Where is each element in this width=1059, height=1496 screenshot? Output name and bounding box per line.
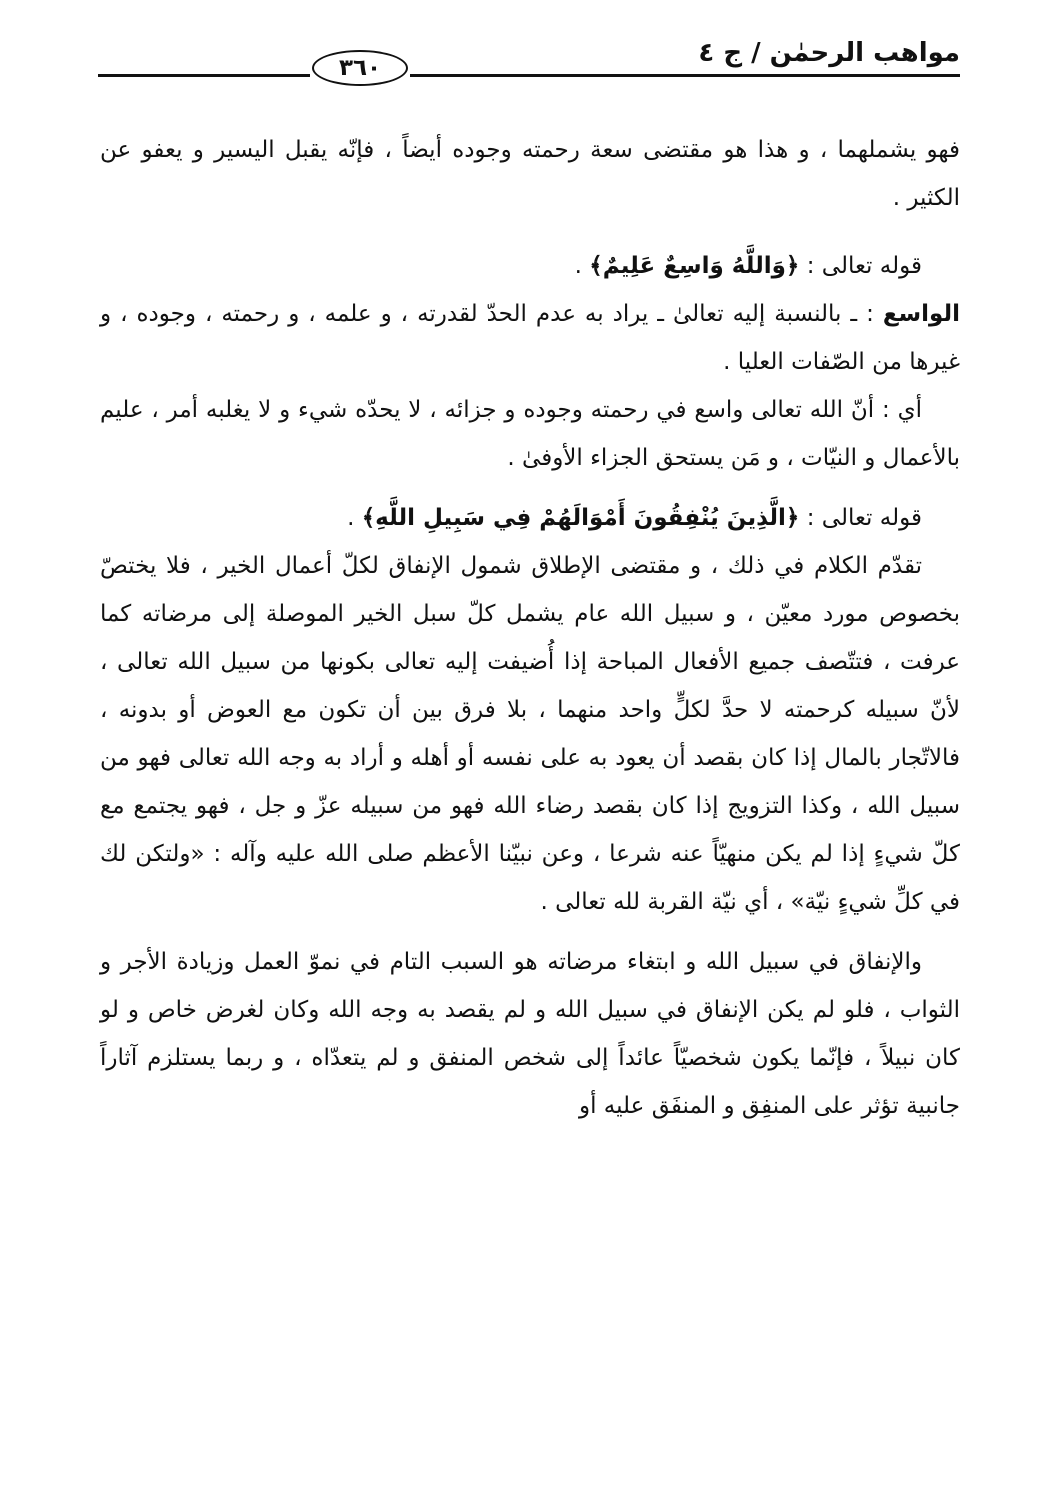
verse-end: . <box>574 253 590 279</box>
paragraph-spending: والإنفاق في سبيل الله و ابتغاء مرضاته هو السبب التام في نموّ العمل وزيادة الأجر و الثواب ، فلو لم يكن الإنفاق في سبيل الله و لم يقصد به وجه الله وكان لغرض خاص و لو كان نبيلاً ، فإنّما يكون شخصيّاً عائداً إلى شخص المنفق و لم يتعدّاه ، و ربما يستلزم آثاراً جانبية تؤثر على المنفِق و المنفَق عليه أو <box>100 949 960 1119</box>
definition-text: : ـ بالنسبة إليه تعالىٰ ـ يراد به عدم الحدّ لقدرته ، و علمه ، و رحمته ، وجوده ، و غيرها من الصّفات العليا . <box>100 301 960 375</box>
paragraph-1: فهو يشملهما ، و هذا هو مقتضى سعة رحمته وجوده أيضاً ، فإنّه يقبل اليسير و يعفو عن الكثير . <box>100 137 960 211</box>
verse-end: . <box>347 505 362 531</box>
running-title: مواهب الرحمٰن / ج ٤ <box>698 38 960 68</box>
verse-intro: قوله تعالى : <box>806 253 922 279</box>
paragraph-explanation: أي : أنّ الله تعالى واسع في رحمته وجوده و جزائه ، لا يحدّه شيء و لا يغلبه أمر ، عليم بالأعمال و النيّات ، و مَن يستحق الجزاء الأوفىٰ . <box>100 397 960 471</box>
header-rule <box>98 74 960 77</box>
verse-heading-1 <box>100 242 960 290</box>
page-header <box>98 36 960 92</box>
quran-quote: ﴿وَاللَّهُ وَاسِعٌ عَلِيمٌ﴾ <box>589 253 800 279</box>
verse-heading-2 <box>100 494 960 542</box>
verse-intro: قوله تعالى : <box>806 505 922 531</box>
page-body <box>100 126 960 1130</box>
defined-term: الواسع <box>882 301 960 327</box>
quran-quote: ﴿الَّذِينَ يُنْفِقُونَ أَمْوَالَهُمْ فِي سَبِيلِ اللَّهِ﴾ <box>361 505 800 531</box>
paragraph-commentary: تقدّم الكلام في ذلك ، و مقتضى الإطلاق شمول الإنفاق لكلّ أعمال الخير ، فلا يختصّ بخصوص مورد معيّن ، و سبيل الله عام يشمل كلّ سبل الخير الموصلة إلى مرضاته كما عرفت ، فتتّصف جميع الأفعال المباحة إذا أُضيفت إليه تعالى بكونها من سبيل الله تعالى ، لأنّ سبيله كرحمته لا حدَّ لكلٍّ واحد منهما ، بلا فرق بين أن تكون مع العوض أو بدونه ، فالاتّجار بالمال إذا كان بقصد أن يعود به على نفسه أو أهله و أراد به وجه الله تعالى فهو من سبيل الله ، وكذا التزويج إذا كان بقصد رضاء الله فهو من سبيله عزّ و جل ، فهو يجتمع مع كلّ شيءٍ إذا لم يكن منهيّاً عنه شرعا ، وعن نبيّنا الأعظم صلى الله عليه وآله : «ولتكن لك في كلِّ شيءٍ نيّة» ، أي نيّة القربة لله تعالى . <box>100 553 960 915</box>
page-number: ٣٦٠ <box>312 50 408 86</box>
paragraph-definition <box>100 290 960 386</box>
